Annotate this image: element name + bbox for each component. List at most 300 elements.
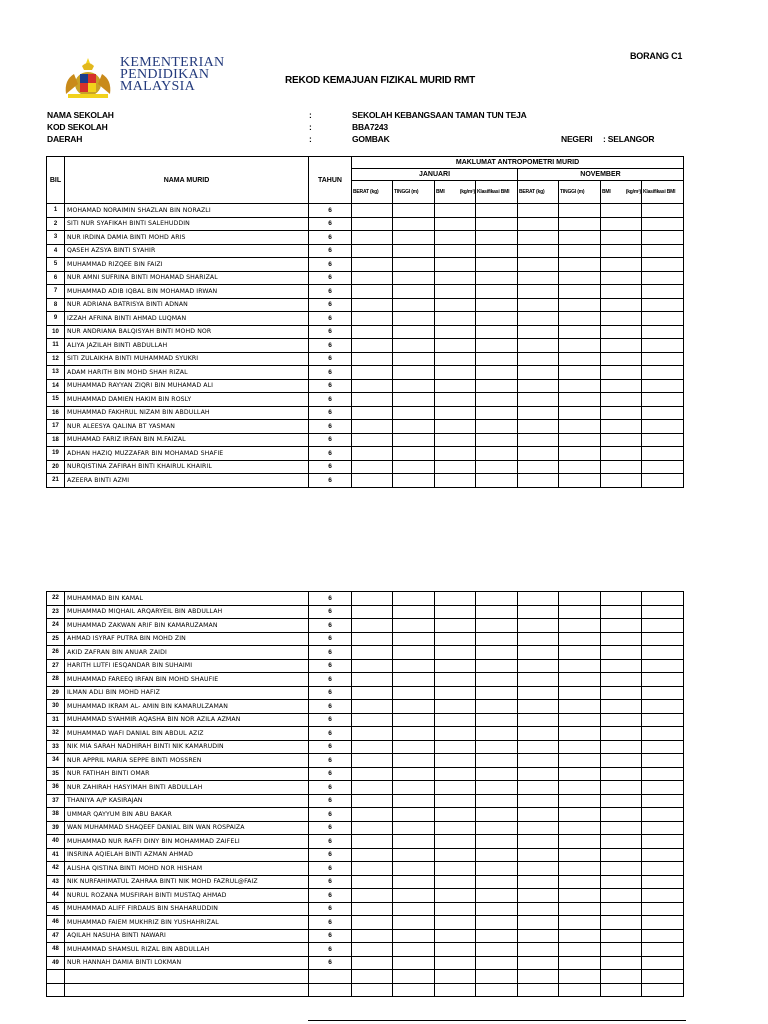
measurement-cell[interactable] xyxy=(393,983,435,997)
measurement-cell[interactable] xyxy=(352,352,393,366)
measurement-cell[interactable] xyxy=(435,808,476,822)
measurement-cell[interactable] xyxy=(476,700,518,714)
measurement-cell[interactable] xyxy=(518,686,559,700)
measurement-cell[interactable] xyxy=(393,420,435,434)
measurement-cell[interactable] xyxy=(352,754,393,768)
measurement-cell[interactable] xyxy=(601,808,642,822)
measurement-cell[interactable] xyxy=(642,605,684,619)
measurement-cell[interactable] xyxy=(435,339,476,353)
measurement-cell[interactable] xyxy=(559,605,601,619)
measurement-cell[interactable] xyxy=(559,271,601,285)
measurement-cell[interactable] xyxy=(518,325,559,339)
measurement-cell[interactable] xyxy=(476,379,518,393)
measurement-cell[interactable] xyxy=(559,217,601,231)
measurement-cell[interactable] xyxy=(352,713,393,727)
measurement-cell[interactable] xyxy=(435,781,476,795)
measurement-cell[interactable] xyxy=(518,754,559,768)
measurement-cell[interactable] xyxy=(476,686,518,700)
measurement-cell[interactable] xyxy=(559,406,601,420)
measurement-cell[interactable] xyxy=(393,433,435,447)
measurement-cell[interactable] xyxy=(559,447,601,461)
measurement-cell[interactable] xyxy=(601,686,642,700)
measurement-cell[interactable] xyxy=(559,460,601,474)
measurement-cell[interactable] xyxy=(435,889,476,903)
measurement-cell[interactable] xyxy=(518,460,559,474)
measurement-cell[interactable] xyxy=(518,821,559,835)
measurement-cell[interactable] xyxy=(435,835,476,849)
measurement-cell[interactable] xyxy=(435,673,476,687)
measurement-cell[interactable] xyxy=(352,271,393,285)
measurement-cell[interactable] xyxy=(642,943,684,957)
measurement-cell[interactable] xyxy=(352,406,393,420)
measurement-cell[interactable] xyxy=(435,393,476,407)
measurement-cell[interactable] xyxy=(393,312,435,326)
measurement-cell[interactable] xyxy=(559,352,601,366)
measurement-cell[interactable] xyxy=(476,646,518,660)
measurement-cell[interactable] xyxy=(352,393,393,407)
measurement-cell[interactable] xyxy=(435,447,476,461)
measurement-cell[interactable] xyxy=(559,835,601,849)
measurement-cell[interactable] xyxy=(393,848,435,862)
measurement-cell[interactable] xyxy=(352,821,393,835)
measurement-cell[interactable] xyxy=(559,312,601,326)
measurement-cell[interactable] xyxy=(642,312,684,326)
measurement-cell[interactable] xyxy=(518,420,559,434)
measurement-cell[interactable] xyxy=(642,447,684,461)
measurement-cell[interactable] xyxy=(518,474,559,488)
measurement-cell[interactable] xyxy=(352,808,393,822)
measurement-cell[interactable] xyxy=(352,929,393,943)
measurement-cell[interactable] xyxy=(352,217,393,231)
measurement-cell[interactable] xyxy=(352,686,393,700)
measurement-cell[interactable] xyxy=(352,619,393,633)
measurement-cell[interactable] xyxy=(435,592,476,606)
measurement-cell[interactable] xyxy=(352,943,393,957)
measurement-cell[interactable] xyxy=(518,298,559,312)
measurement-cell[interactable] xyxy=(559,700,601,714)
measurement-cell[interactable] xyxy=(352,700,393,714)
measurement-cell[interactable] xyxy=(518,781,559,795)
measurement-cell[interactable] xyxy=(559,970,601,984)
measurement-cell[interactable] xyxy=(518,740,559,754)
measurement-cell[interactable] xyxy=(518,352,559,366)
measurement-cell[interactable] xyxy=(518,956,559,970)
measurement-cell[interactable] xyxy=(476,889,518,903)
measurement-cell[interactable] xyxy=(601,447,642,461)
measurement-cell[interactable] xyxy=(518,902,559,916)
measurement-cell[interactable] xyxy=(601,970,642,984)
measurement-cell[interactable] xyxy=(518,889,559,903)
measurement-cell[interactable] xyxy=(476,659,518,673)
measurement-cell[interactable] xyxy=(518,379,559,393)
measurement-cell[interactable] xyxy=(642,713,684,727)
measurement-cell[interactable] xyxy=(518,433,559,447)
measurement-cell[interactable] xyxy=(476,285,518,299)
measurement-cell[interactable] xyxy=(601,474,642,488)
measurement-cell[interactable] xyxy=(642,700,684,714)
measurement-cell[interactable] xyxy=(435,379,476,393)
measurement-cell[interactable] xyxy=(642,231,684,245)
measurement-cell[interactable] xyxy=(435,848,476,862)
measurement-cell[interactable] xyxy=(393,632,435,646)
measurement-cell[interactable] xyxy=(642,835,684,849)
measurement-cell[interactable] xyxy=(601,929,642,943)
measurement-cell[interactable] xyxy=(601,406,642,420)
measurement-cell[interactable] xyxy=(559,740,601,754)
measurement-cell[interactable] xyxy=(601,632,642,646)
measurement-cell[interactable] xyxy=(352,298,393,312)
measurement-cell[interactable] xyxy=(393,659,435,673)
measurement-cell[interactable] xyxy=(601,646,642,660)
measurement-cell[interactable] xyxy=(559,713,601,727)
measurement-cell[interactable] xyxy=(642,889,684,903)
measurement-cell[interactable] xyxy=(435,231,476,245)
measurement-cell[interactable] xyxy=(393,619,435,633)
measurement-cell[interactable] xyxy=(559,781,601,795)
measurement-cell[interactable] xyxy=(601,619,642,633)
measurement-cell[interactable] xyxy=(435,406,476,420)
measurement-cell[interactable] xyxy=(601,217,642,231)
measurement-cell[interactable] xyxy=(642,393,684,407)
measurement-cell[interactable] xyxy=(518,673,559,687)
measurement-cell[interactable] xyxy=(435,929,476,943)
measurement-cell[interactable] xyxy=(393,970,435,984)
measurement-cell[interactable] xyxy=(601,700,642,714)
measurement-cell[interactable] xyxy=(393,605,435,619)
measurement-cell[interactable] xyxy=(601,298,642,312)
measurement-cell[interactable] xyxy=(393,875,435,889)
measurement-cell[interactable] xyxy=(435,970,476,984)
measurement-cell[interactable] xyxy=(352,767,393,781)
measurement-cell[interactable] xyxy=(601,713,642,727)
measurement-cell[interactable] xyxy=(601,379,642,393)
measurement-cell[interactable] xyxy=(601,767,642,781)
measurement-cell[interactable] xyxy=(642,983,684,997)
measurement-cell[interactable] xyxy=(393,646,435,660)
measurement-cell[interactable] xyxy=(601,983,642,997)
measurement-cell[interactable] xyxy=(642,474,684,488)
measurement-cell[interactable] xyxy=(642,916,684,930)
measurement-cell[interactable] xyxy=(435,983,476,997)
measurement-cell[interactable] xyxy=(393,700,435,714)
measurement-cell[interactable] xyxy=(435,474,476,488)
measurement-cell[interactable] xyxy=(642,366,684,380)
measurement-cell[interactable] xyxy=(435,916,476,930)
measurement-cell[interactable] xyxy=(559,673,601,687)
measurement-cell[interactable] xyxy=(435,312,476,326)
measurement-cell[interactable] xyxy=(393,727,435,741)
measurement-cell[interactable] xyxy=(601,835,642,849)
measurement-cell[interactable] xyxy=(435,204,476,218)
measurement-cell[interactable] xyxy=(352,312,393,326)
measurement-cell[interactable] xyxy=(352,474,393,488)
measurement-cell[interactable] xyxy=(518,835,559,849)
measurement-cell[interactable] xyxy=(642,352,684,366)
measurement-cell[interactable] xyxy=(518,406,559,420)
measurement-cell[interactable] xyxy=(435,258,476,272)
measurement-cell[interactable] xyxy=(559,983,601,997)
measurement-cell[interactable] xyxy=(559,727,601,741)
measurement-cell[interactable] xyxy=(601,740,642,754)
measurement-cell[interactable] xyxy=(642,740,684,754)
measurement-cell[interactable] xyxy=(518,659,559,673)
measurement-cell[interactable] xyxy=(352,285,393,299)
measurement-cell[interactable] xyxy=(518,875,559,889)
measurement-cell[interactable] xyxy=(476,474,518,488)
measurement-cell[interactable] xyxy=(559,420,601,434)
measurement-cell[interactable] xyxy=(476,258,518,272)
measurement-cell[interactable] xyxy=(435,700,476,714)
measurement-cell[interactable] xyxy=(642,632,684,646)
measurement-cell[interactable] xyxy=(518,271,559,285)
measurement-cell[interactable] xyxy=(393,754,435,768)
measurement-cell[interactable] xyxy=(393,902,435,916)
measurement-cell[interactable] xyxy=(601,916,642,930)
measurement-cell[interactable] xyxy=(352,433,393,447)
measurement-cell[interactable] xyxy=(601,592,642,606)
measurement-cell[interactable] xyxy=(393,271,435,285)
measurement-cell[interactable] xyxy=(435,902,476,916)
measurement-cell[interactable] xyxy=(559,325,601,339)
measurement-cell[interactable] xyxy=(559,821,601,835)
measurement-cell[interactable] xyxy=(476,916,518,930)
measurement-cell[interactable] xyxy=(393,325,435,339)
measurement-cell[interactable] xyxy=(393,808,435,822)
measurement-cell[interactable] xyxy=(476,433,518,447)
measurement-cell[interactable] xyxy=(642,686,684,700)
measurement-cell[interactable] xyxy=(435,821,476,835)
measurement-cell[interactable] xyxy=(352,794,393,808)
measurement-cell[interactable] xyxy=(642,379,684,393)
measurement-cell[interactable] xyxy=(393,244,435,258)
measurement-cell[interactable] xyxy=(352,673,393,687)
measurement-cell[interactable] xyxy=(559,916,601,930)
measurement-cell[interactable] xyxy=(601,366,642,380)
measurement-cell[interactable] xyxy=(559,592,601,606)
measurement-cell[interactable] xyxy=(352,835,393,849)
measurement-cell[interactable] xyxy=(559,902,601,916)
measurement-cell[interactable] xyxy=(435,325,476,339)
measurement-cell[interactable] xyxy=(352,258,393,272)
measurement-cell[interactable] xyxy=(559,632,601,646)
measurement-cell[interactable] xyxy=(393,821,435,835)
measurement-cell[interactable] xyxy=(518,727,559,741)
measurement-cell[interactable] xyxy=(476,754,518,768)
measurement-cell[interactable] xyxy=(518,929,559,943)
measurement-cell[interactable] xyxy=(518,312,559,326)
measurement-cell[interactable] xyxy=(642,902,684,916)
measurement-cell[interactable] xyxy=(518,916,559,930)
measurement-cell[interactable] xyxy=(393,352,435,366)
measurement-cell[interactable] xyxy=(476,632,518,646)
measurement-cell[interactable] xyxy=(559,258,601,272)
measurement-cell[interactable] xyxy=(435,352,476,366)
measurement-cell[interactable] xyxy=(642,244,684,258)
measurement-cell[interactable] xyxy=(601,889,642,903)
measurement-cell[interactable] xyxy=(642,754,684,768)
measurement-cell[interactable] xyxy=(435,619,476,633)
measurement-cell[interactable] xyxy=(601,943,642,957)
measurement-cell[interactable] xyxy=(476,217,518,231)
measurement-cell[interactable] xyxy=(601,258,642,272)
measurement-cell[interactable] xyxy=(393,686,435,700)
measurement-cell[interactable] xyxy=(352,875,393,889)
measurement-cell[interactable] xyxy=(435,298,476,312)
measurement-cell[interactable] xyxy=(393,862,435,876)
measurement-cell[interactable] xyxy=(601,420,642,434)
measurement-cell[interactable] xyxy=(642,420,684,434)
measurement-cell[interactable] xyxy=(435,956,476,970)
measurement-cell[interactable] xyxy=(476,592,518,606)
measurement-cell[interactable] xyxy=(476,420,518,434)
measurement-cell[interactable] xyxy=(476,366,518,380)
measurement-cell[interactable] xyxy=(352,646,393,660)
measurement-cell[interactable] xyxy=(642,808,684,822)
measurement-cell[interactable] xyxy=(352,204,393,218)
measurement-cell[interactable] xyxy=(559,754,601,768)
measurement-cell[interactable] xyxy=(601,754,642,768)
measurement-cell[interactable] xyxy=(476,204,518,218)
measurement-cell[interactable] xyxy=(476,929,518,943)
measurement-cell[interactable] xyxy=(642,929,684,943)
measurement-cell[interactable] xyxy=(393,474,435,488)
measurement-cell[interactable] xyxy=(601,312,642,326)
measurement-cell[interactable] xyxy=(601,673,642,687)
measurement-cell[interactable] xyxy=(476,339,518,353)
measurement-cell[interactable] xyxy=(559,794,601,808)
measurement-cell[interactable] xyxy=(642,592,684,606)
measurement-cell[interactable] xyxy=(642,821,684,835)
measurement-cell[interactable] xyxy=(476,902,518,916)
measurement-cell[interactable] xyxy=(518,285,559,299)
measurement-cell[interactable] xyxy=(476,352,518,366)
measurement-cell[interactable] xyxy=(435,646,476,660)
measurement-cell[interactable] xyxy=(559,339,601,353)
measurement-cell[interactable] xyxy=(518,970,559,984)
measurement-cell[interactable] xyxy=(393,673,435,687)
measurement-cell[interactable] xyxy=(352,862,393,876)
measurement-cell[interactable] xyxy=(476,447,518,461)
measurement-cell[interactable] xyxy=(642,406,684,420)
measurement-cell[interactable] xyxy=(601,339,642,353)
measurement-cell[interactable] xyxy=(601,393,642,407)
measurement-cell[interactable] xyxy=(601,781,642,795)
measurement-cell[interactable] xyxy=(559,474,601,488)
measurement-cell[interactable] xyxy=(352,447,393,461)
measurement-cell[interactable] xyxy=(435,740,476,754)
measurement-cell[interactable] xyxy=(642,970,684,984)
measurement-cell[interactable] xyxy=(559,686,601,700)
measurement-cell[interactable] xyxy=(642,727,684,741)
measurement-cell[interactable] xyxy=(476,406,518,420)
measurement-cell[interactable] xyxy=(393,889,435,903)
measurement-cell[interactable] xyxy=(642,673,684,687)
measurement-cell[interactable] xyxy=(476,862,518,876)
measurement-cell[interactable] xyxy=(476,740,518,754)
measurement-cell[interactable] xyxy=(601,659,642,673)
measurement-cell[interactable] xyxy=(352,727,393,741)
measurement-cell[interactable] xyxy=(476,393,518,407)
measurement-cell[interactable] xyxy=(435,862,476,876)
measurement-cell[interactable] xyxy=(518,605,559,619)
measurement-cell[interactable] xyxy=(601,433,642,447)
measurement-cell[interactable] xyxy=(435,794,476,808)
measurement-cell[interactable] xyxy=(642,781,684,795)
measurement-cell[interactable] xyxy=(559,808,601,822)
measurement-cell[interactable] xyxy=(601,204,642,218)
measurement-cell[interactable] xyxy=(393,460,435,474)
measurement-cell[interactable] xyxy=(559,285,601,299)
measurement-cell[interactable] xyxy=(559,393,601,407)
measurement-cell[interactable] xyxy=(393,929,435,943)
measurement-cell[interactable] xyxy=(518,366,559,380)
measurement-cell[interactable] xyxy=(393,835,435,849)
measurement-cell[interactable] xyxy=(352,366,393,380)
measurement-cell[interactable] xyxy=(393,298,435,312)
measurement-cell[interactable] xyxy=(476,983,518,997)
measurement-cell[interactable] xyxy=(518,848,559,862)
measurement-cell[interactable] xyxy=(601,848,642,862)
measurement-cell[interactable] xyxy=(518,258,559,272)
measurement-cell[interactable] xyxy=(352,231,393,245)
measurement-cell[interactable] xyxy=(393,217,435,231)
measurement-cell[interactable] xyxy=(352,592,393,606)
measurement-cell[interactable] xyxy=(559,943,601,957)
measurement-cell[interactable] xyxy=(476,298,518,312)
measurement-cell[interactable] xyxy=(601,821,642,835)
measurement-cell[interactable] xyxy=(393,916,435,930)
measurement-cell[interactable] xyxy=(476,794,518,808)
measurement-cell[interactable] xyxy=(642,875,684,889)
measurement-cell[interactable] xyxy=(559,298,601,312)
measurement-cell[interactable] xyxy=(352,659,393,673)
measurement-cell[interactable] xyxy=(476,848,518,862)
measurement-cell[interactable] xyxy=(642,767,684,781)
measurement-cell[interactable] xyxy=(601,902,642,916)
measurement-cell[interactable] xyxy=(601,231,642,245)
measurement-cell[interactable] xyxy=(642,794,684,808)
measurement-cell[interactable] xyxy=(435,460,476,474)
measurement-cell[interactable] xyxy=(601,794,642,808)
measurement-cell[interactable] xyxy=(518,713,559,727)
measurement-cell[interactable] xyxy=(435,433,476,447)
measurement-cell[interactable] xyxy=(435,875,476,889)
measurement-cell[interactable] xyxy=(601,605,642,619)
measurement-cell[interactable] xyxy=(393,740,435,754)
measurement-cell[interactable] xyxy=(435,632,476,646)
measurement-cell[interactable] xyxy=(518,646,559,660)
measurement-cell[interactable] xyxy=(352,889,393,903)
measurement-cell[interactable] xyxy=(518,447,559,461)
measurement-cell[interactable] xyxy=(476,875,518,889)
measurement-cell[interactable] xyxy=(559,244,601,258)
measurement-cell[interactable] xyxy=(601,875,642,889)
measurement-cell[interactable] xyxy=(642,460,684,474)
measurement-cell[interactable] xyxy=(518,943,559,957)
measurement-cell[interactable] xyxy=(518,983,559,997)
measurement-cell[interactable] xyxy=(393,943,435,957)
measurement-cell[interactable] xyxy=(393,379,435,393)
measurement-cell[interactable] xyxy=(476,727,518,741)
measurement-cell[interactable] xyxy=(559,929,601,943)
measurement-cell[interactable] xyxy=(601,352,642,366)
measurement-cell[interactable] xyxy=(393,366,435,380)
measurement-cell[interactable] xyxy=(393,339,435,353)
measurement-cell[interactable] xyxy=(352,740,393,754)
measurement-cell[interactable] xyxy=(601,271,642,285)
measurement-cell[interactable] xyxy=(352,970,393,984)
measurement-cell[interactable] xyxy=(393,258,435,272)
